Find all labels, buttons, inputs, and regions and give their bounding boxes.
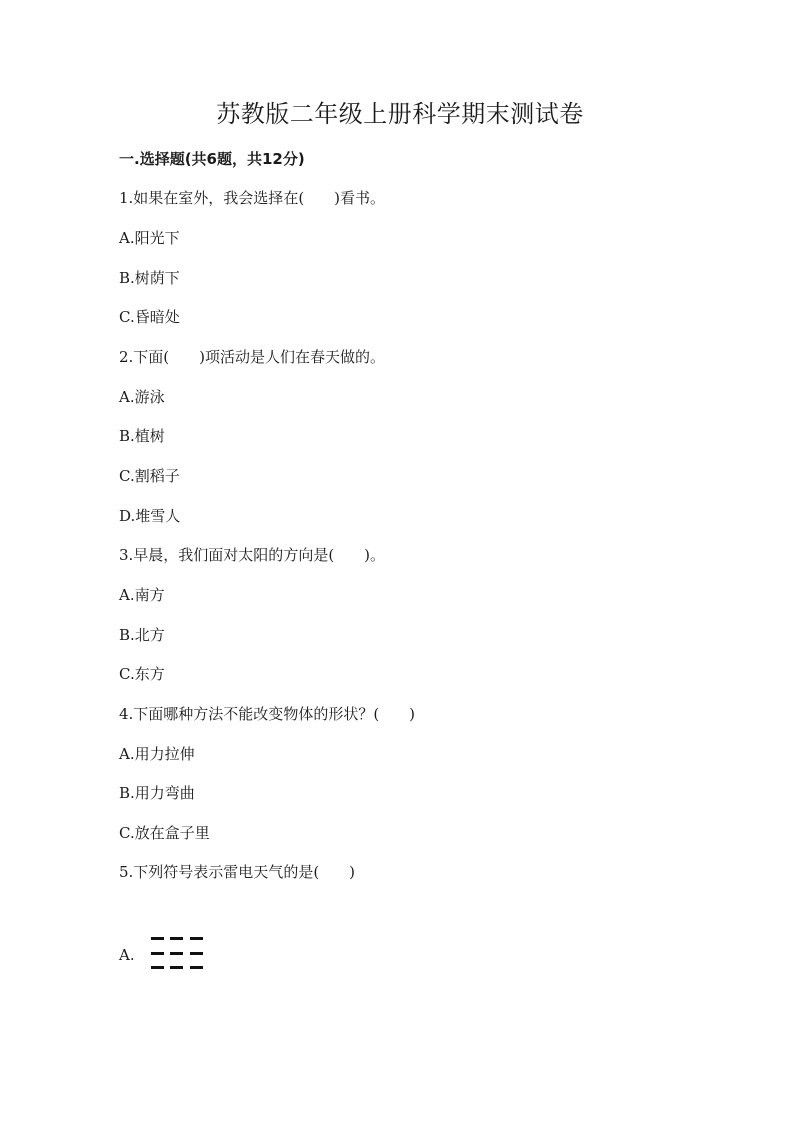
dash-icon [190, 937, 203, 940]
q5-option-a-label: A. [119, 946, 135, 964]
dash-icon [190, 966, 203, 969]
question-5: 5.下列符号表示雷电天气的是( ) [119, 863, 356, 881]
q4-option-a: A.用力拉伸 [119, 745, 195, 763]
q1-option-b: B.树荫下 [119, 269, 180, 287]
q2-option-a: A.游泳 [119, 388, 165, 406]
question-4: 4.下面哪种方法不能改变物体的形状？( ) [119, 705, 416, 723]
q3-option-c: C.东方 [119, 665, 165, 683]
q4-option-b: B.用力弯曲 [119, 784, 195, 802]
question-1: 1.如果在室外，我会选择在( )看书。 [119, 189, 386, 207]
dash-icon [151, 937, 164, 940]
q2-option-d: D.堆雪人 [119, 507, 181, 525]
question-3: 3.早晨，我们面对太阳的方向是( )。 [119, 546, 386, 564]
dash-icon [170, 966, 183, 969]
section-heading: 一.选择题(共6题，共12分) [119, 150, 305, 168]
dash-icon [170, 952, 183, 955]
question-2: 2.下面( )项活动是人们在春天做的。 [119, 348, 386, 366]
dash-icon [151, 952, 164, 955]
q3-option-a: A.南方 [119, 586, 165, 604]
dash-icon [190, 952, 203, 955]
dash-icon [170, 937, 183, 940]
q2-option-c: C.割稻子 [119, 467, 180, 485]
q1-option-a: A.阳光下 [119, 229, 180, 247]
q2-option-b: B.植树 [119, 427, 165, 445]
q4-option-c: C.放在盒子里 [119, 824, 210, 842]
dash-icon [151, 966, 164, 969]
page-title: 苏教版二年级上册科学期末测试卷 [216, 100, 584, 128]
rain-symbol-icon [148, 934, 206, 974]
q1-option-c: C.昏暗处 [119, 308, 180, 326]
q3-option-b: B.北方 [119, 626, 165, 644]
